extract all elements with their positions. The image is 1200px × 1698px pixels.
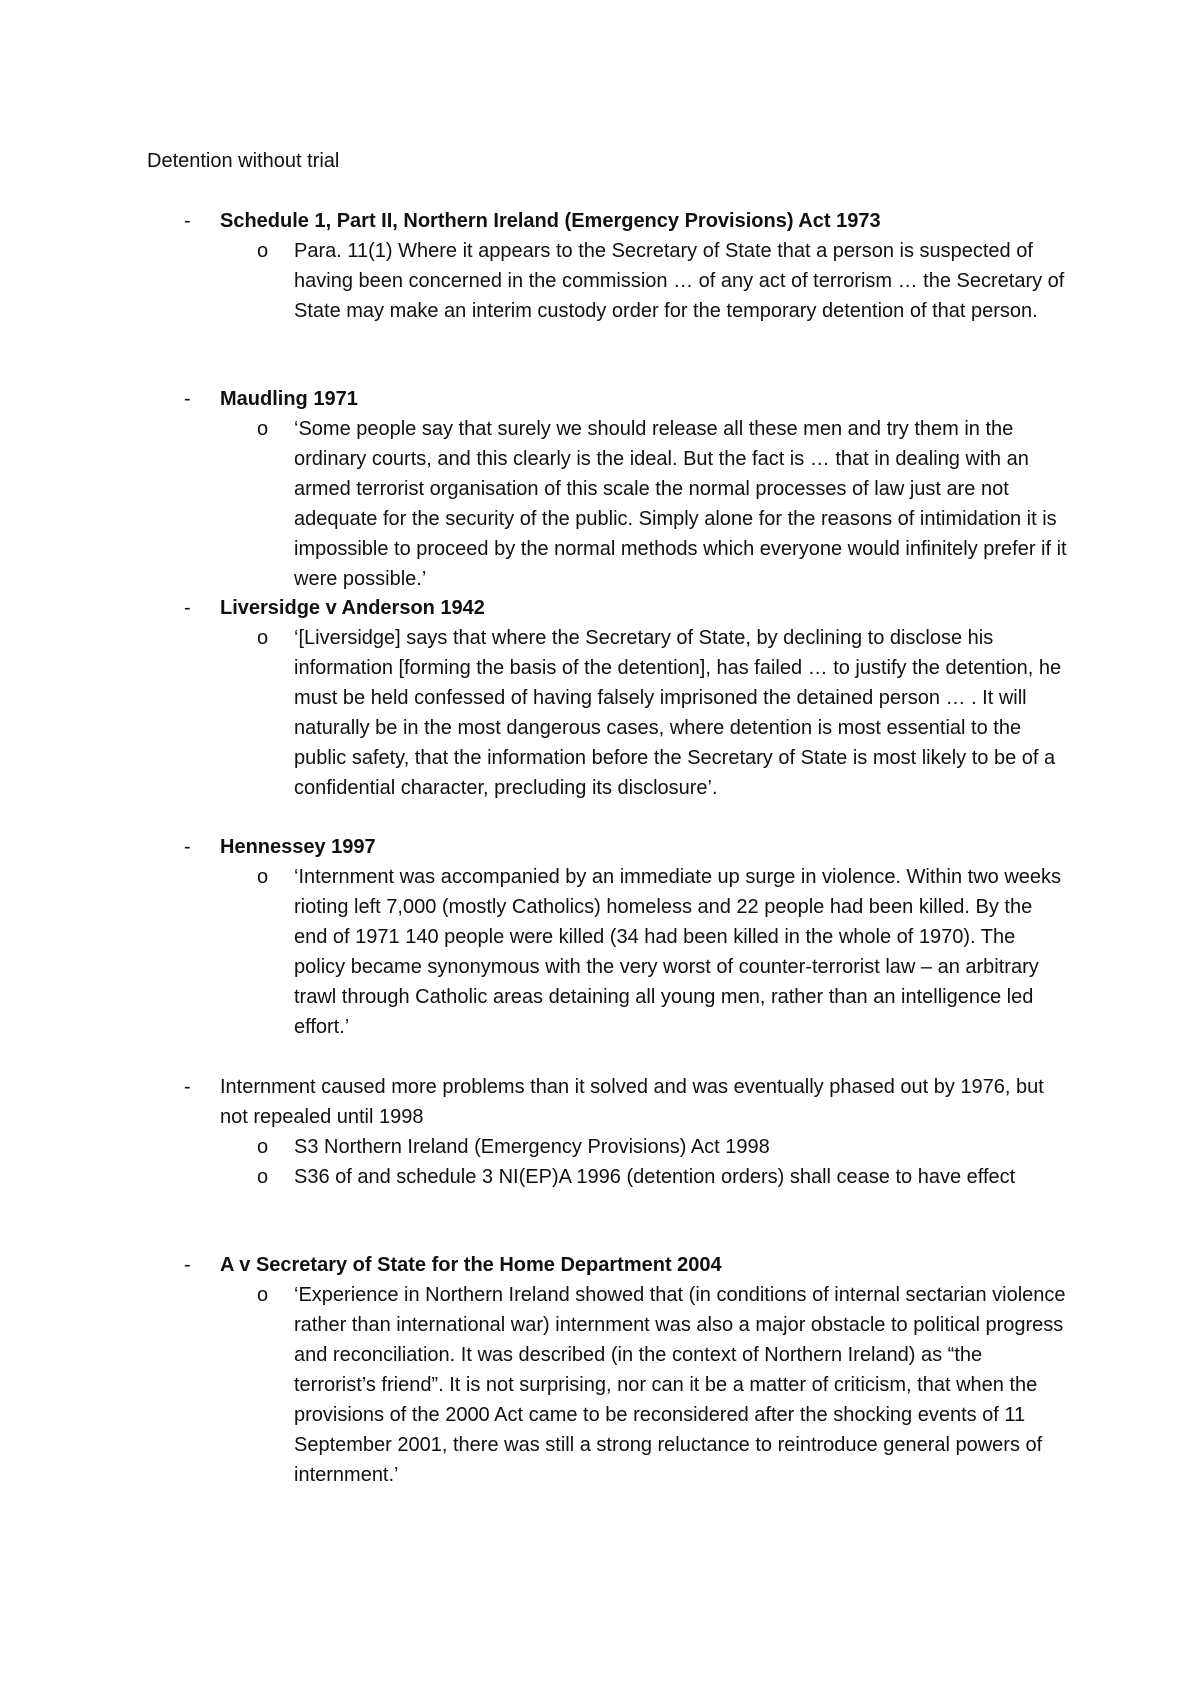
- dash-bullet: -: [184, 836, 191, 858]
- list-item-text: S3 Northern Ireland (Emergency Provisions) Act 1998: [294, 1136, 770, 1158]
- circle-bullet-icon: o: [257, 240, 269, 262]
- circle-bullet-icon: o: [257, 418, 269, 440]
- dash-bullet: -: [184, 1254, 191, 1276]
- section-heading: Schedule 1, Part II, Northern Ireland (Emergency Provisions) Act 1973: [220, 210, 881, 232]
- list-item: [257, 236, 1069, 326]
- list-item-text: ‘Internment was accompanied by an immediate up surge in violence. Within two weeks rioting left 7,000 (mostly Catholics) homeless and 22 people had been killed. By the end of 1971 140 people were killed (34 had been killed in the whole of 1970). The policy became synonymous with the very worst of counter-terrorist law – an arbitrary trawl through Catholic areas detaining all young men, rather than an intelligence led effort.’: [294, 866, 1062, 1038]
- list-item: [257, 862, 1069, 1042]
- dash-bullet: -: [184, 597, 191, 619]
- list-item: [257, 1132, 1069, 1162]
- section-heading: Maudling 1971: [220, 388, 358, 410]
- circle-bullet-icon: o: [257, 1136, 269, 1158]
- list-item-text: S36 of and schedule 3 NI(EP)A 1996 (detention orders) shall cease to have effect: [294, 1166, 1016, 1188]
- section-heading: Internment caused more problems than it solved and was eventually phased out by 1976, but not repealed until 1998: [220, 1076, 1044, 1128]
- dash-bullet: -: [184, 388, 191, 410]
- circle-bullet-icon: o: [257, 866, 269, 888]
- circle-bullet-icon: o: [257, 627, 269, 649]
- document-title: Detention without trial: [147, 150, 340, 172]
- list-item-text: ‘Some people say that surely we should release all these men and try them in the ordinary courts, and this clearly is the ideal. But the fact is … that in dealing with an armed terrorist organisation of this scale the normal processes of law just are not adequate for the security of the public. Simply alone for the reasons of intimidation it is impossible to proceed by the normal methods which everyone would infinitely prefer if it were possible.’: [294, 418, 1067, 590]
- list-item: [257, 414, 1069, 594]
- list-item-text: ‘Experience in Northern Ireland showed that (in conditions of internal sectarian violence rather than international war) internment was also a major obstacle to political progress and reconciliation. It was described (in the context of Northern Ireland) as “the terrorist’s friend”. It is not surprising, nor can it be a matter of criticism, that when the provisions of the 2000 Act came to be reconsidered after the shocking events of 11 September 2001, there was still a strong reluctance to reintroduce general powers of internment.’: [294, 1284, 1066, 1486]
- section-maudling: [0, 384, 1200, 594]
- section-hennessey: [0, 832, 1200, 1042]
- list-item-text: Para. 11(1) Where it appears to the Secretary of State that a person is suspected of having been concerned in the commission … of any act of terrorism … the Secretary of State may make an interim custody order for the temporary detention of that person.: [294, 240, 1065, 322]
- list-item-text: ‘[Liversidge] says that where the Secretary of State, by declining to disclose his information [forming the basis of the detention], has failed … to justify the detention, he must be held confessed of having falsely imprisoned the detained person … . It will naturally be in the most dangerous cases, where detention is most essential to the public safety, that the information before the Secretary of State is most likely to be of a confidential character, precluding its disclosure’.: [294, 627, 1062, 799]
- section-liversidge: [0, 593, 1200, 803]
- section-heading: Liversidge v Anderson 1942: [220, 597, 485, 619]
- section-heading: A v Secretary of State for the Home Department 2004: [220, 1254, 722, 1276]
- circle-bullet-icon: o: [257, 1284, 269, 1306]
- list-item: [257, 623, 1069, 803]
- section-heading: Hennessey 1997: [220, 836, 376, 858]
- list-item: [257, 1280, 1069, 1490]
- dash-bullet: -: [184, 210, 191, 232]
- section-internment: [0, 1072, 1200, 1192]
- section-schedule-1: [0, 206, 1200, 326]
- section-a-v-secretary: [0, 1250, 1200, 1490]
- circle-bullet-icon: o: [257, 1166, 269, 1188]
- dash-bullet: -: [184, 1076, 191, 1098]
- list-item: [257, 1162, 1069, 1192]
